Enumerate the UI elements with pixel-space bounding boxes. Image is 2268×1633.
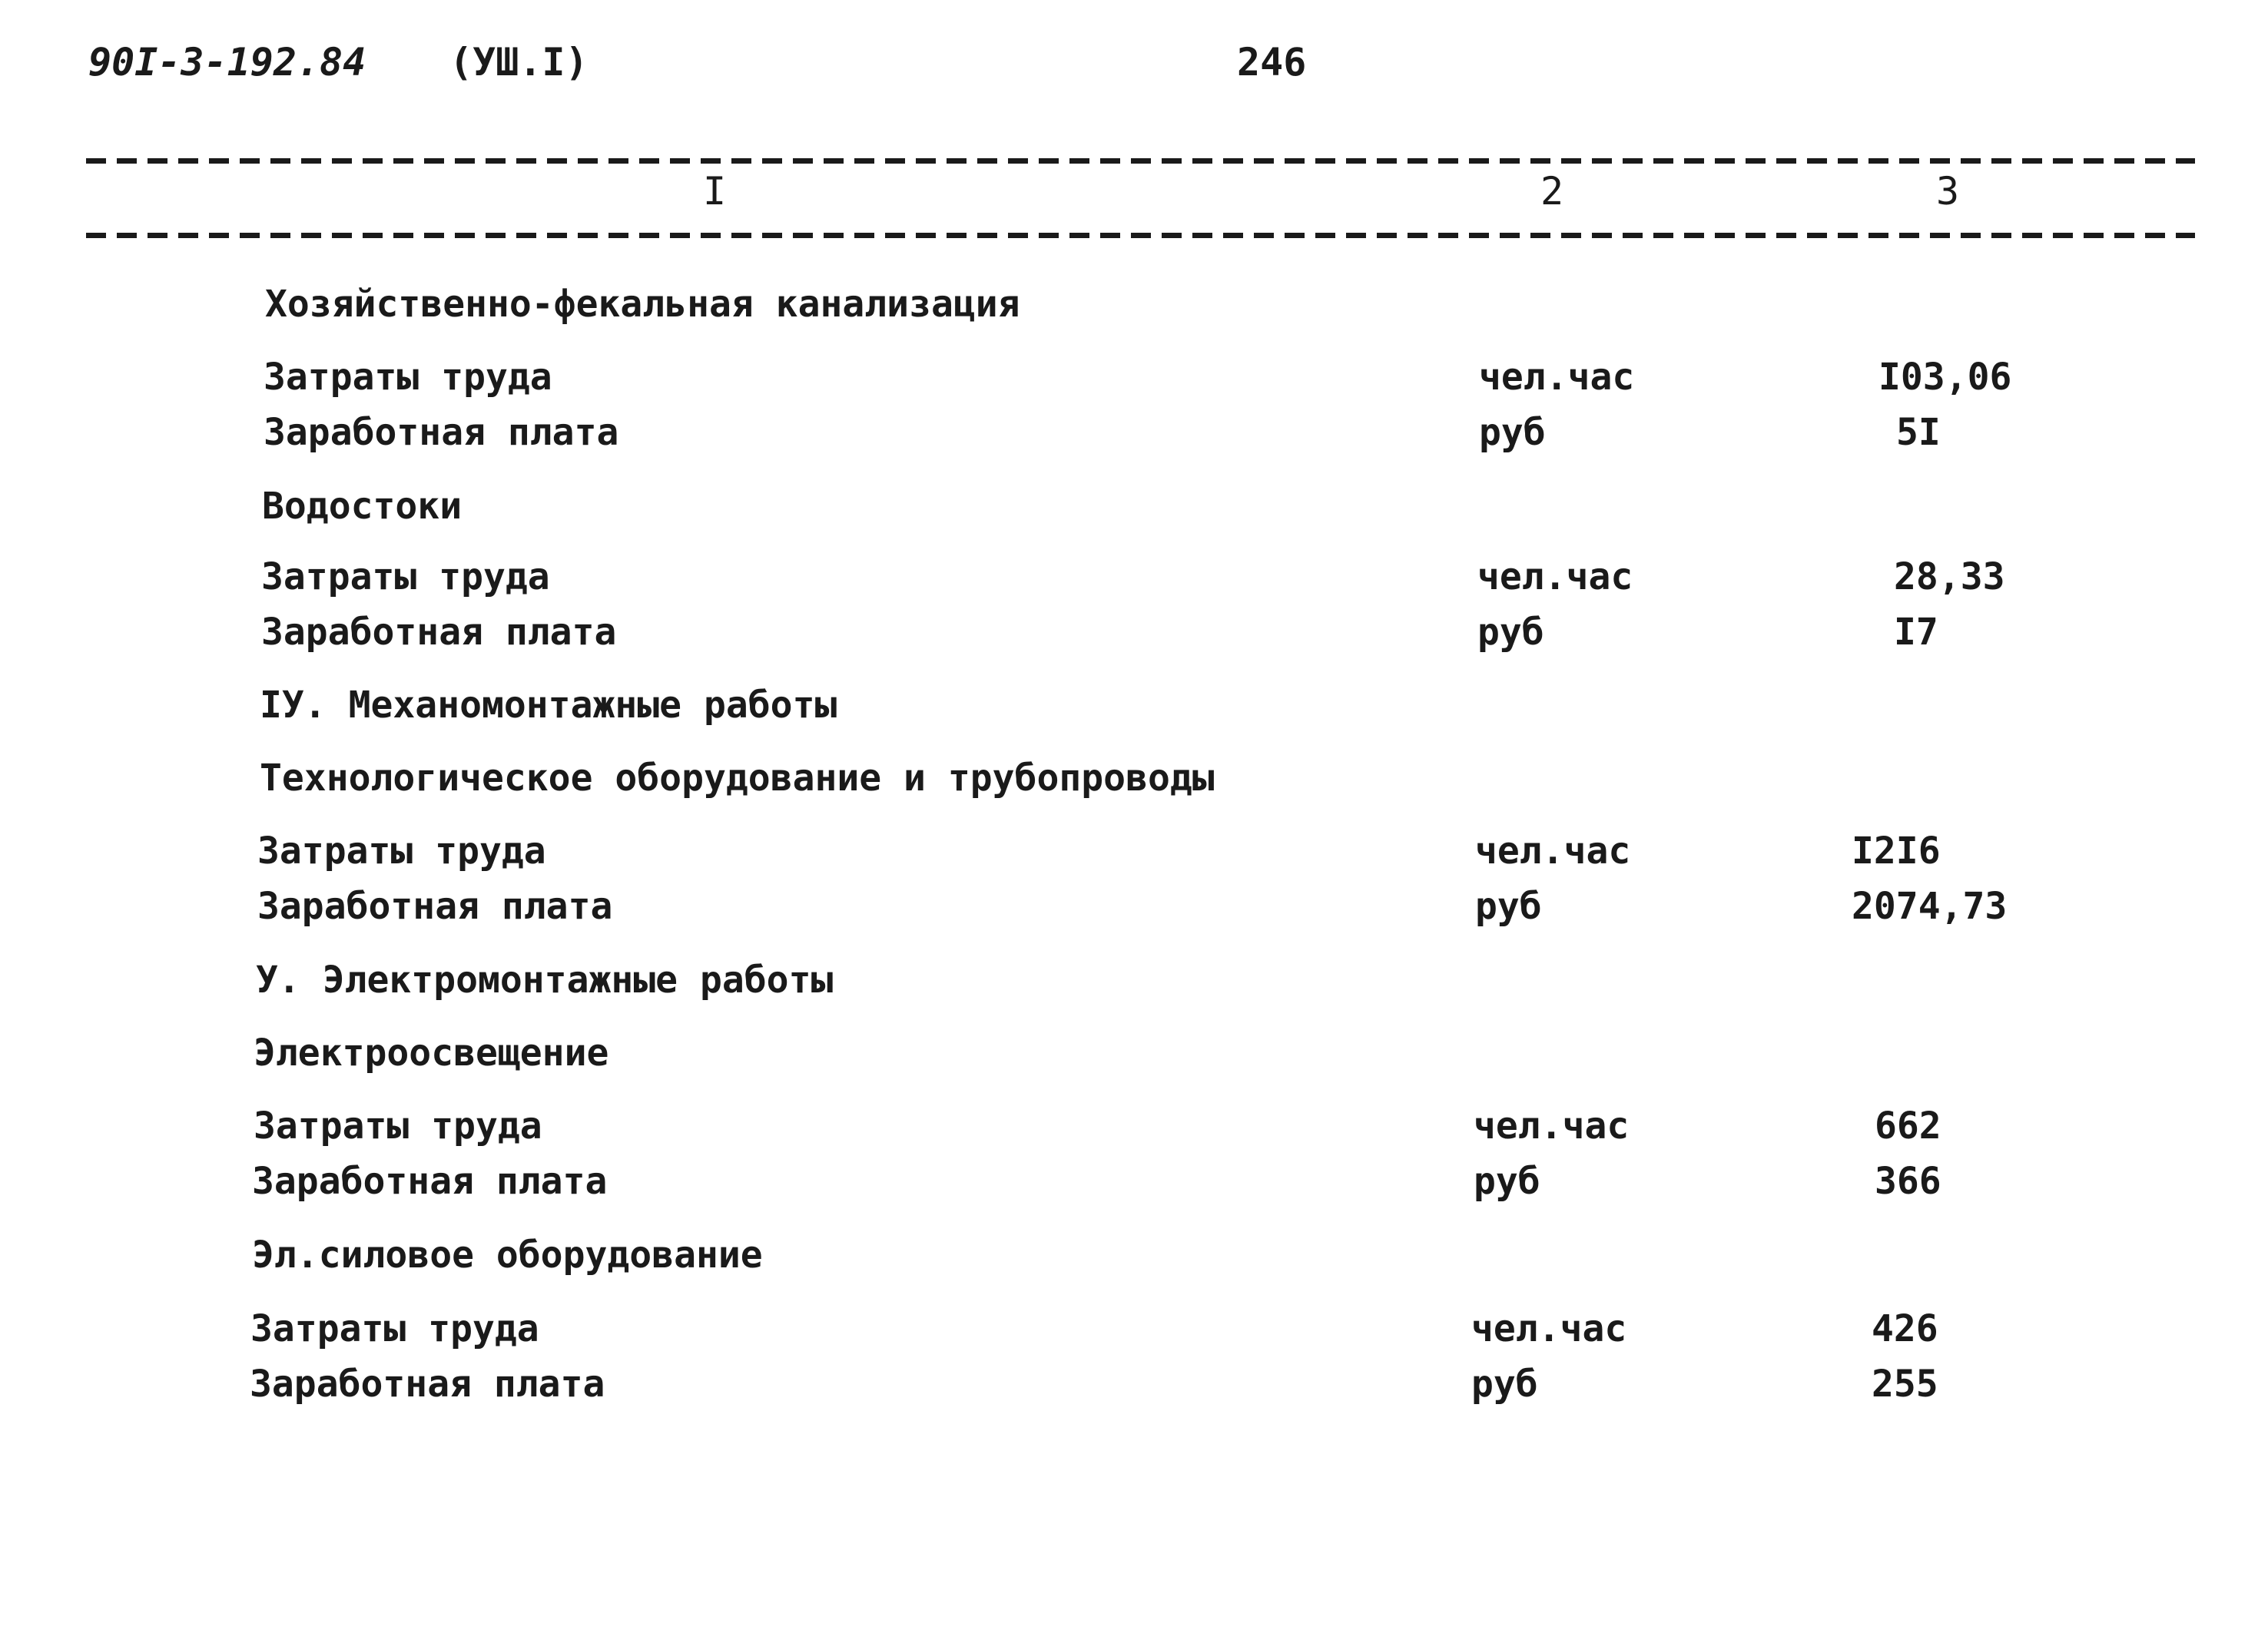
section-heading [0, 485, 2268, 531]
row-name: Заработная плата [264, 411, 619, 454]
section-heading [0, 684, 2268, 730]
row-value: 28,33 [1894, 555, 2005, 598]
table-row [0, 411, 2268, 457]
page-number: 246 [1237, 40, 1307, 84]
row-unit: чел.час [1474, 1105, 1630, 1148]
section-heading [0, 283, 2268, 329]
table-row [0, 830, 2268, 876]
column-header-3: 3 [1936, 169, 1960, 214]
row-name: Эл.силовое оборудование [252, 1234, 763, 1277]
column-header-1: I [703, 169, 727, 214]
row-name: Заработная плата [257, 885, 613, 928]
row-name: Затраты труда [261, 555, 550, 598]
row-name: IУ. Механомонтажные работы [260, 684, 837, 727]
row-value: 5I [1896, 411, 1941, 454]
row-unit: руб [1479, 411, 1546, 454]
row-unit: чел.час [1475, 830, 1631, 873]
row-unit: руб [1477, 611, 1544, 654]
row-name: Технологическое оборудование и трубопроводы [260, 757, 1215, 800]
table-row [0, 611, 2268, 657]
row-unit: чел.час [1477, 555, 1633, 598]
table-row [0, 1160, 2268, 1206]
section-heading [0, 1032, 2268, 1078]
row-value: I03,06 [1878, 356, 2012, 399]
table-top-rule [86, 158, 2195, 164]
row-name: Электроосвещение [254, 1032, 609, 1075]
row-value: I2I6 [1852, 830, 1941, 873]
row-name: Затраты труда [257, 830, 546, 873]
sheet-reference: (УШ.I) [449, 40, 589, 84]
section-heading [0, 757, 2268, 803]
column-header-2: 2 [1540, 169, 1564, 214]
row-unit: руб [1475, 885, 1542, 928]
document-code: 90I-3-192.84 [88, 40, 366, 84]
row-value: 255 [1872, 1363, 1938, 1406]
row-name: Водостоки [262, 485, 463, 528]
row-unit: чел.час [1479, 356, 1635, 399]
row-unit: руб [1474, 1160, 1540, 1203]
table-row [0, 885, 2268, 931]
row-name: Затраты труда [250, 1307, 539, 1350]
row-name: Заработная плата [261, 611, 617, 654]
row-name: Заработная плата [250, 1363, 605, 1406]
table-row [0, 1105, 2268, 1151]
row-name: У. Электромонтажные работы [256, 959, 834, 1002]
row-value: 426 [1872, 1307, 1938, 1350]
table-row [0, 356, 2268, 402]
table-row [0, 555, 2268, 601]
table-row [0, 1307, 2268, 1353]
row-value: 2074,73 [1852, 885, 2008, 928]
table-header-rule [86, 233, 2195, 238]
row-name: Затраты труда [254, 1105, 542, 1148]
row-value: I7 [1894, 611, 1938, 654]
section-heading [0, 1234, 2268, 1280]
row-unit: чел.час [1471, 1307, 1627, 1350]
table-row [0, 1363, 2268, 1409]
row-name: Хозяйственно-фекальная канализация [265, 283, 1020, 326]
row-unit: руб [1471, 1363, 1538, 1406]
row-value: 662 [1875, 1105, 1941, 1148]
row-name: Затраты труда [264, 356, 552, 399]
row-value: 366 [1875, 1160, 1941, 1203]
section-heading [0, 959, 2268, 1005]
row-name: Заработная плата [252, 1160, 608, 1203]
